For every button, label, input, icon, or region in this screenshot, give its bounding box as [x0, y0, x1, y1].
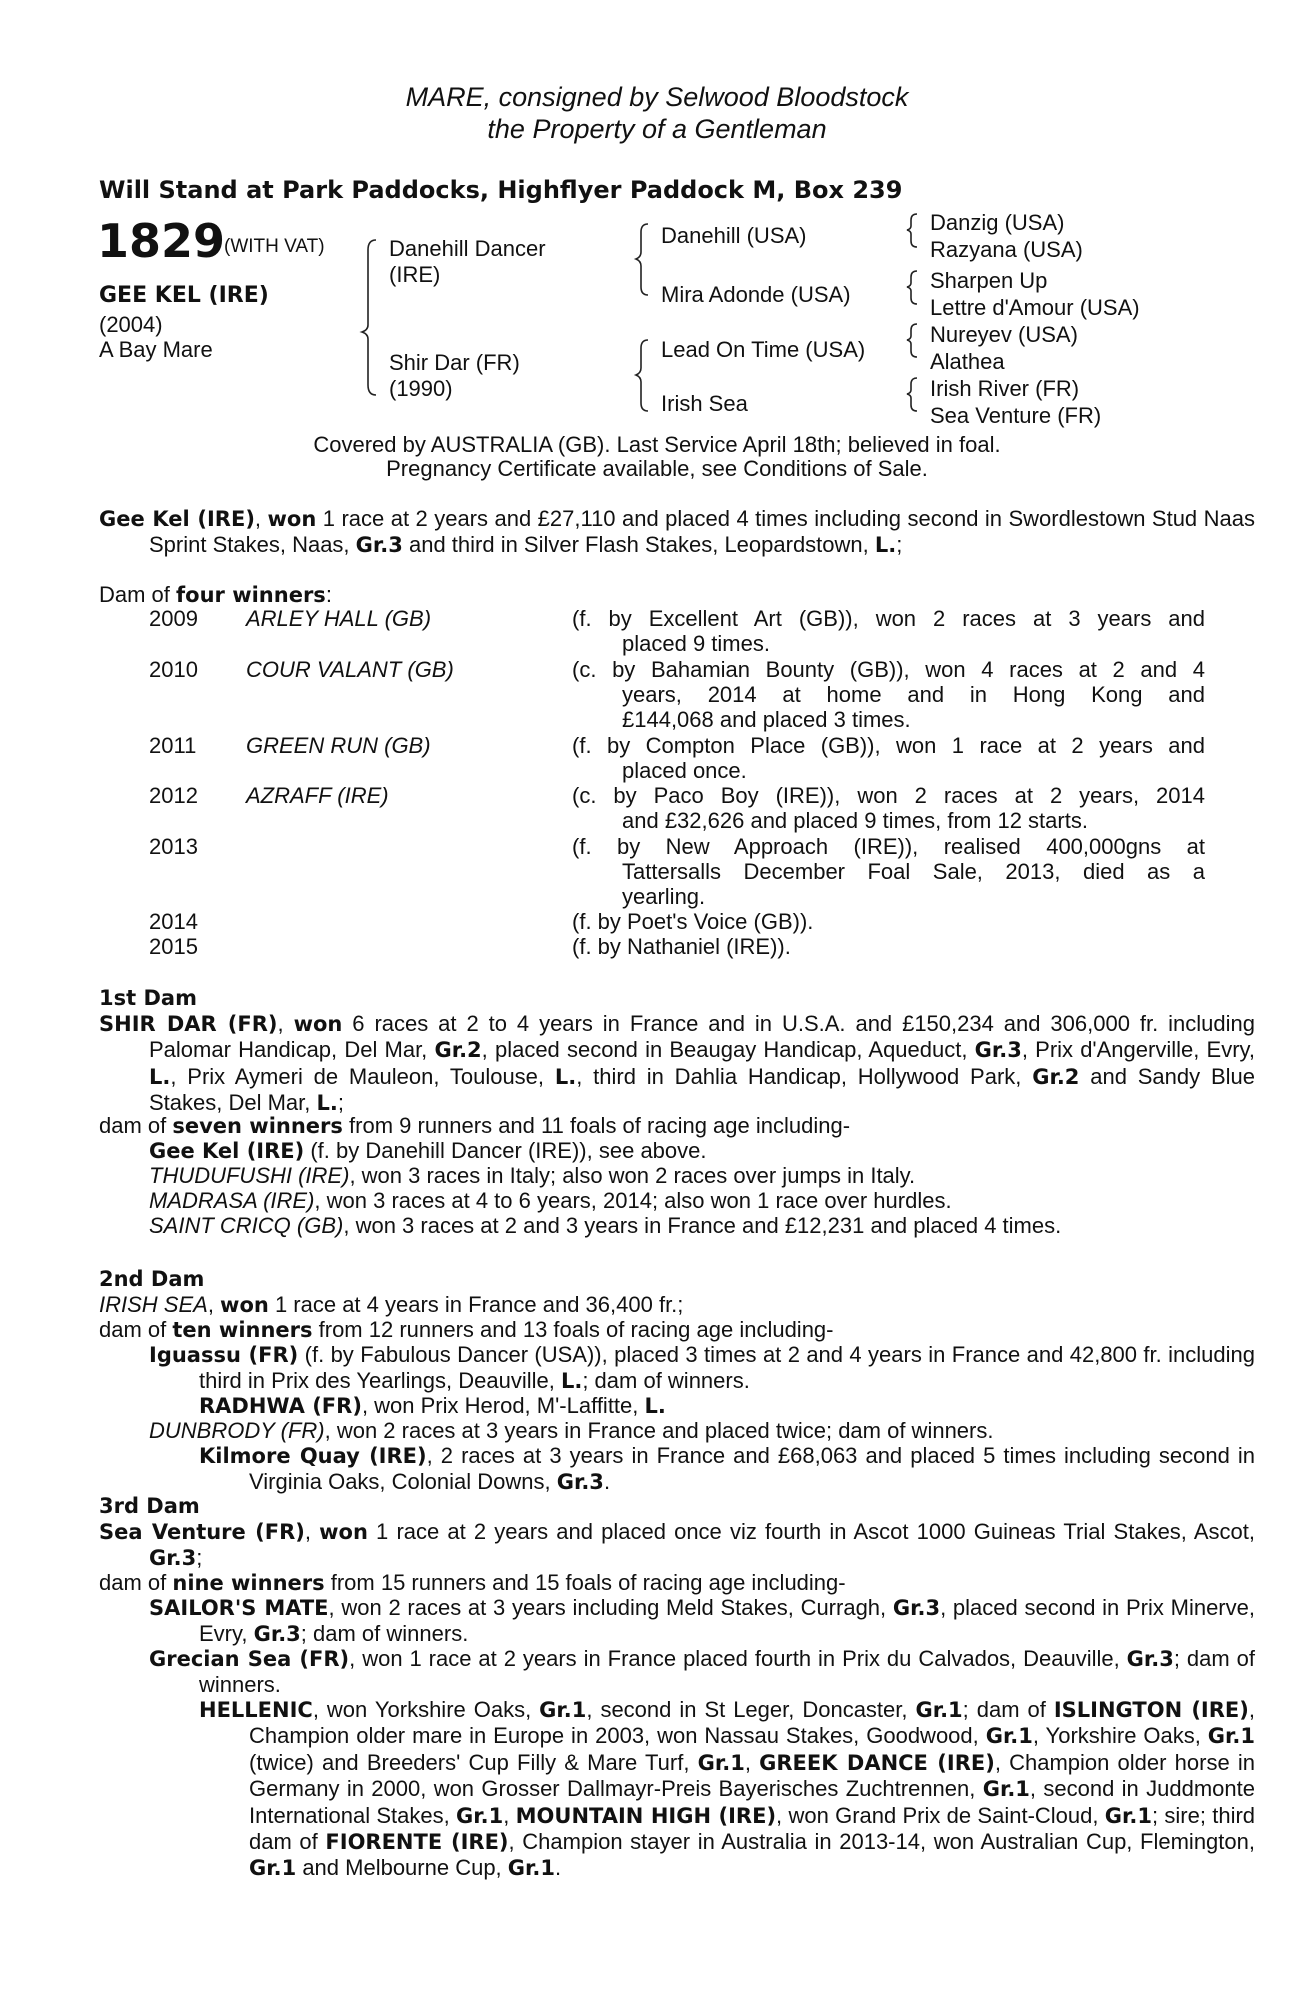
dam-of-text: dam of [99, 1570, 173, 1595]
consignor-line: MARE, consigned by Selwood Bloodstock [405, 82, 909, 112]
won-label: won [293, 1012, 343, 1036]
listed-label: L. [874, 533, 897, 558]
dam-of-colon: : [325, 582, 332, 607]
won-label: won [220, 1293, 269, 1317]
progeny-detail: and £32,626 and placed 9 times, from 12 starts. [622, 808, 1088, 833]
progeny-year: 2009 [149, 606, 198, 631]
grade-label: Gr.1 [1207, 1724, 1255, 1749]
foal-text: , won 3 races in Italy; also won 2 races over jumps in Italy. [349, 1163, 916, 1188]
foal-name: MADRASA (IRE) [149, 1188, 315, 1213]
progeny-year: 2012 [149, 783, 198, 808]
pedigree-sire: Danehill Dancer [389, 236, 546, 261]
grade-label: Gr.1 [915, 1698, 963, 1722]
foal-name: SAILOR'S MATE [149, 1596, 329, 1620]
property-line: the Property of a Gentleman [487, 114, 827, 144]
foal-name: Grecian Sea (FR) [149, 1647, 350, 1671]
first-dam-foal [149, 1138, 707, 1164]
grade-label: Gr.3 [253, 1622, 301, 1647]
foal-name: ISLINGTON (IRE) [1053, 1698, 1249, 1722]
location-line: Will Stand at Park Paddocks, Highflyer Paddock M, Box 239 [99, 176, 903, 204]
progeny-name: COUR VALANT (GB) [246, 657, 454, 682]
foal-text: , won 1 race at 2 years in France placed fourth in Prix du Calvados, Deauville, [349, 1646, 1127, 1671]
progeny-name: GREEN RUN (GB) [246, 733, 431, 758]
first-dam-foal [149, 1163, 915, 1188]
foal-name: HELLENIC [199, 1698, 313, 1722]
grade-label: Gr.1 [249, 1856, 297, 1881]
grade-label: Gr.1 [456, 1803, 504, 1828]
foal-text: , 2 races at 3 years in France and £68,063 and placed 5 times including second in Virginia Oaks, Colonial Downs, [249, 1443, 1255, 1495]
grade-label: Gr.1 [1104, 1803, 1152, 1828]
foal-text: , Yorkshire Oaks, [1032, 1723, 1208, 1749]
horse-description: A Bay Mare [99, 337, 213, 362]
foal-name: Kilmore Quay (IRE) [199, 1444, 427, 1468]
second-dam-record [99, 1292, 683, 1318]
record-text: , placed second in Beaugay Handicap, Aqueduct, [481, 1037, 975, 1063]
first-dam-foal [149, 1213, 1061, 1238]
foal-text: (twice) and Breeders' Cup Filly & Mare Turf, [249, 1749, 698, 1775]
foal-text: ; dam of winners. [199, 1646, 1255, 1698]
foal-text: (f. by Danehill Dancer (IRE)), see above. [304, 1138, 707, 1163]
winners-count: ten winners [172, 1318, 313, 1342]
pedigree-ssd: Razyana (USA) [930, 237, 1083, 262]
record-text: 1 race at 2 years and placed once viz fourth in Ascot 1000 Guineas Trial Stakes, Ascot, [367, 1519, 1255, 1544]
record-text: , [207, 1292, 221, 1317]
foal-text: ; dam of winners. [582, 1368, 750, 1394]
foal-text: , [503, 1802, 516, 1828]
winners-count: nine winners [172, 1571, 325, 1595]
pregnancy-note: Pregnancy Certificate available, see Conditions of Sale. [386, 456, 928, 481]
second-dam-grandfoal [199, 1443, 1255, 1496]
third-dam-grandfoal [199, 1697, 1255, 1882]
record-text: 6 races at 2 to 4 years in France and in U.S.A. and £150,234 and 306,000 fr. including Palomar Handicap, Del Mar, [149, 1011, 1255, 1063]
foal-text: (f. by Fabulous Dancer (USA)), placed 3 times at 2 and 4 years in France and 42,800 fr. including third in Prix des Yearlings, Deauville, [199, 1342, 1255, 1394]
third-dam-record: Sea Venture (FR), won 1 race at 2 years and placed once viz fourth in Ascot 1000 Guineas Trial Stakes, Ascot, Gr.3; [99, 1519, 1255, 1571]
won-label: won [267, 507, 317, 531]
foal-name: FIORENTE (IRE) [325, 1830, 509, 1855]
listed-label: L. [316, 1091, 338, 1116]
foal-text: , won 2 races at 3 years in France and placed twice; dam of winners. [324, 1418, 994, 1443]
foal-name: RADHWA (FR) [199, 1394, 362, 1418]
third-dam-foal [149, 1646, 1255, 1698]
grade-label: Gr.3 [892, 1596, 941, 1620]
second-dam-grandfoal [199, 1393, 666, 1419]
listed-label: L. [149, 1064, 171, 1089]
horse-name: GEE KEL (IRE) [99, 283, 269, 308]
foal-text: . [603, 1469, 611, 1495]
progeny-year: 2014 [149, 909, 198, 934]
foal-text: , won 3 races at 4 to 6 years, 2014; also won 1 race over hurdles. [314, 1188, 952, 1213]
dam-of-text: from 9 runners and 11 foals of racing age including- [342, 1113, 851, 1138]
progeny-detail: (c. by Paco Boy (IRE)), won 2 races at 2 years, 2014 [572, 783, 1205, 808]
dam-of-text: dam of [99, 1317, 173, 1342]
foal-text: , [744, 1749, 760, 1775]
foal-text: ; dam of [962, 1697, 1046, 1722]
foal-text: , second in St Leger, Doncaster, [586, 1697, 916, 1722]
pedigree-ddd: Sea Venture (FR) [930, 403, 1102, 428]
listed-label: L. [554, 1064, 577, 1089]
foal-text: , Champion older horse in Germany in 2000, won Grosser Dallmayr-Preis Bayerisches Zuchtrennen, [249, 1749, 1255, 1802]
record-text: and Sandy Blue Stakes, Del Mar, [149, 1063, 1255, 1116]
dam-of-text: Dam of [99, 582, 177, 607]
third-dam-heading: 3rd Dam [99, 1494, 200, 1518]
pedigree-sss: Danzig (USA) [930, 210, 1065, 235]
foal-text: , won Grand Prix de Saint-Cloud, [776, 1802, 1105, 1828]
foal-text: . [554, 1855, 562, 1881]
progeny-year: 2013 [149, 834, 198, 859]
record-text: , Prix d'Angerville, Evry, [1021, 1037, 1256, 1063]
progeny-detail: (f. by Compton Place (GB)), won 1 race at 2 years and [572, 733, 1205, 758]
foal-text: , won 3 races at 2 and 3 years in France and £12,231 and placed 4 times. [343, 1213, 1062, 1238]
pedigree-sire-sire: Danehill (USA) [661, 223, 807, 248]
grade-label: Gr.3 [556, 1470, 604, 1495]
covered-note: Covered by AUSTRALIA (GB). Last Service April 18th; believed in foal. [313, 432, 1001, 457]
progeny-detail: (f. by Excellent Art (GB)), won 2 races at 3 years and [572, 606, 1205, 631]
horse-summary-name: Gee Kel (IRE) [99, 507, 255, 531]
won-label: won [319, 1520, 368, 1544]
foal-name: THUDUFUSHI (IRE) [149, 1163, 350, 1188]
dam-of-line [99, 582, 332, 608]
progeny-detail: Tattersalls December Foal Sale, 2013, died as a [622, 859, 1205, 884]
pedigree-dss: Nureyev (USA) [930, 322, 1078, 347]
second-dam-name: IRISH SEA [99, 1292, 208, 1317]
progeny-detail: placed once. [622, 758, 747, 783]
pedigree-dam-sire: Lead On Time (USA) [661, 337, 866, 362]
winners-count: four winners [176, 583, 326, 607]
dam-of-text: from 15 runners and 15 foals of racing age including- [324, 1570, 846, 1595]
listed-label: L. [560, 1369, 583, 1394]
foal-text: , second in Juddmonte International Stakes, [249, 1776, 1255, 1828]
progeny-detail: yearling. [622, 884, 706, 909]
foal-name: MOUNTAIN HIGH (IRE) [515, 1803, 777, 1828]
vat-note: (WITH VAT) [224, 236, 325, 257]
grade-label: Gr.3 [355, 533, 403, 558]
record-text: , Prix Aymeri de Mauleon, Toulouse, [170, 1063, 555, 1089]
third-dam-foal [149, 1595, 1255, 1648]
pedigree-dam: Shir Dar (FR) [389, 350, 520, 375]
foal-text: , won Yorkshire Oaks, [312, 1697, 540, 1722]
summary-text: 1 race at 2 years and £27,110 and placed 4 times including second in Swordlestown Stud Naas Sprint Stakes, Naas, [149, 506, 1255, 558]
first-dam-record: SHIR DAR (FR), won 6 races at 2 to 4 years in France and in U.S.A. and £150,234 and 306,000 fr. including Palomar Handicap, Del Mar, Gr.2, placed second in Beaugay Handicap, Aqueduct, Gr.3, Prix d'Angerville, Evry, L., Prix Aymeri de Mauleon, Toulouse, L., third in Dahlia Handicap, Hollywood Park, Gr.2 and Sandy Blue Stakes, Del Mar, L.; [99, 1011, 1256, 1116]
grade-label: Gr.2 [1032, 1064, 1080, 1089]
foal-text: , placed second in Prix Minerve, Evry, [199, 1595, 1255, 1647]
foal-text: , won Prix Herod, M'-Laffitte, [361, 1393, 645, 1418]
grade-label: Gr.3 [974, 1038, 1022, 1063]
listed-label: L. [644, 1394, 666, 1418]
record-text: ; [196, 1545, 203, 1571]
grade-label: Gr.1 [982, 1777, 1030, 1802]
dam-of-text: dam of [99, 1113, 173, 1138]
pedigree-sire-dam: Mira Adonde (USA) [661, 282, 851, 307]
pedigree-dsd: Alathea [930, 349, 1005, 374]
second-dam-produce [99, 1317, 834, 1343]
foal-name: Gee Kel (IRE) [149, 1139, 305, 1163]
pedigree-sdd: Lettre d'Amour (USA) [930, 295, 1140, 320]
pedigree-dam-year: (1990) [389, 376, 453, 401]
second-dam-foal [149, 1418, 993, 1443]
grade-label: Gr.3 [1126, 1647, 1174, 1671]
second-dam-foal [149, 1342, 1255, 1395]
foaled-year: (2004) [99, 312, 163, 337]
pedigree-dds: Irish River (FR) [930, 376, 1080, 401]
first-dam-name: SHIR DAR (FR) [99, 1012, 278, 1036]
foal-text: , won 2 races at 3 years including Meld Stakes, Curragh, [328, 1595, 893, 1620]
horse-summary: Gee Kel (IRE), won 1 race at 2 years and £27,110 and placed 4 times including second in Swordlestown Stud Naas Sprint Stakes, Naas, Gr.3 and third in Silver Flash Stakes, Leopardstown, L.; [99, 506, 1255, 558]
second-dam-heading: 2nd Dam [99, 1267, 205, 1291]
progeny-year: 2011 [149, 733, 197, 758]
foal-name: Iguassu (FR) [149, 1343, 299, 1367]
foal-text: ; sire; third dam of [249, 1802, 1256, 1855]
foal-text: , Champion older mare in Europe in 2003, won Nassau Stakes, Goodwood, [249, 1697, 1255, 1749]
pedigree-dam-dam: Irish Sea [661, 391, 748, 416]
progeny-detail: years, 2014 at home and in Hong Kong and [622, 682, 1205, 707]
grade-label: Gr.2 [434, 1038, 482, 1063]
record-text: ; [337, 1090, 344, 1116]
progeny-year: 2015 [149, 934, 198, 959]
foal-text: ; dam of winners. [300, 1621, 469, 1647]
progeny-detail: £144,068 and placed 3 times. [622, 707, 911, 732]
foal-name: GREEK DANCE (IRE) [759, 1750, 995, 1775]
lot-number: 1829 [97, 214, 226, 268]
winners-count: seven winners [172, 1114, 343, 1138]
grade-label: Gr.1 [697, 1750, 745, 1775]
record-text: , third in Dahlia Handicap, Hollywood Park, [576, 1063, 1033, 1089]
dam-of-text: from 12 runners and 13 foals of racing age including- [312, 1317, 834, 1342]
progeny-detail: (f. by Nathaniel (IRE)). [572, 934, 791, 959]
summary-text: and third in Silver Flash Stakes, Leopardstown, [402, 532, 875, 558]
progeny-name: AZRAFF (IRE) [246, 783, 389, 808]
progeny-detail: (f. by Poet's Voice (GB)). [572, 909, 814, 934]
progeny-name: ARLEY HALL (GB) [246, 606, 432, 631]
grade-label: Gr.1 [985, 1724, 1033, 1749]
grade-label: Gr.3 [149, 1546, 197, 1571]
progeny-detail: placed 9 times. [622, 631, 770, 656]
grade-label: Gr.1 [507, 1856, 555, 1881]
foal-text: and Melbourne Cup, [296, 1855, 508, 1881]
first-dam-heading: 1st Dam [99, 986, 197, 1010]
progeny-year: 2010 [149, 657, 198, 682]
first-dam-produce [99, 1113, 850, 1139]
grade-label: Gr.1 [539, 1698, 587, 1722]
third-dam-produce [99, 1570, 846, 1596]
pedigree-sds: Sharpen Up [930, 268, 1048, 293]
progeny-detail: (c. by Bahamian Bounty (GB)), won 4 races at 2 and 4 [572, 657, 1205, 682]
third-dam-name: Sea Venture (FR) [99, 1520, 305, 1544]
summary-text: ; [896, 532, 903, 558]
pedigree-sire-country: (IRE) [389, 262, 441, 287]
record-text: 1 race at 4 years in France and 36,400 fr.; [268, 1292, 684, 1317]
foal-text: , Champion stayer in Australia in 2013-14, won Australian Cup, Flemington, [508, 1829, 1255, 1855]
foal-name: SAINT CRICQ (GB) [149, 1213, 344, 1238]
first-dam-foal [149, 1188, 952, 1213]
pedigree-brackets [0, 0, 1314, 440]
progeny-detail: (f. by New Approach (IRE)), realised 400,000gns at [572, 834, 1205, 859]
foal-name: DUNBRODY (FR) [149, 1418, 325, 1443]
